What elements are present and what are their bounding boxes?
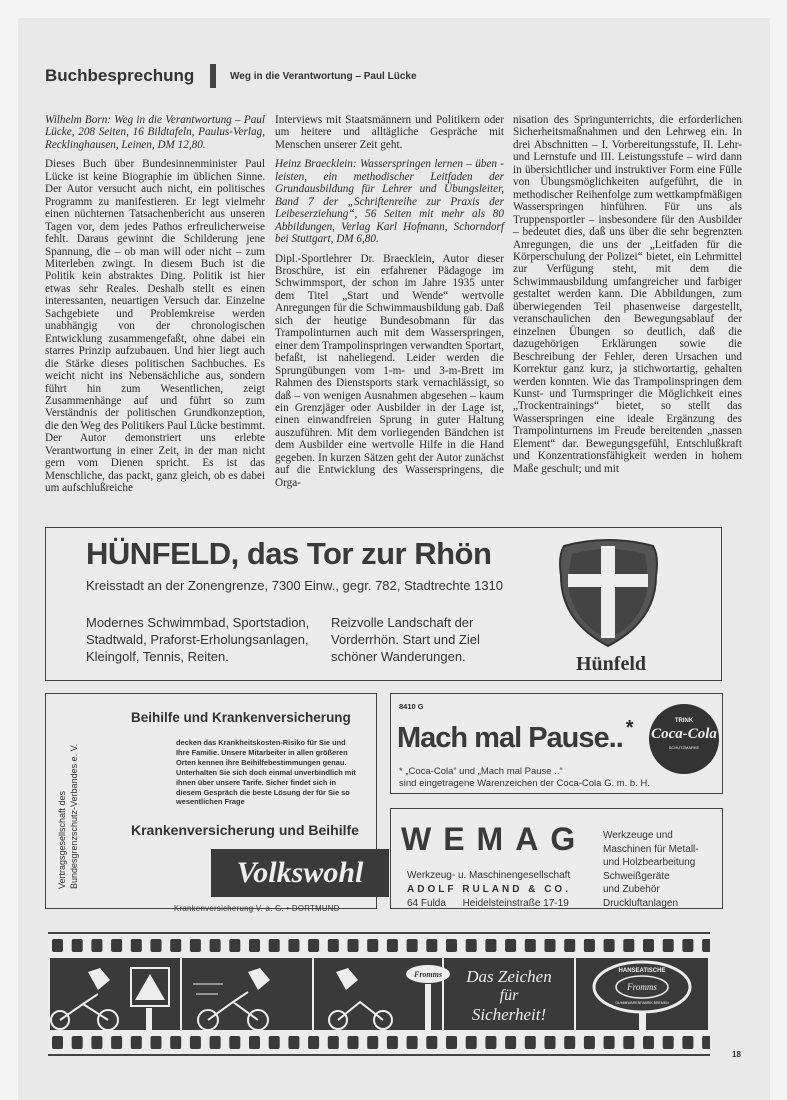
film-perforation bbox=[525, 1036, 536, 1049]
film-perforation bbox=[387, 939, 398, 952]
book-citation: Wilhelm Born: Weg in die Verantwortung – Paul Lücke, 208 Seiten, 16 Bildtafeln, Paulus-Verlag, Recklinghausen, Leinen, DM 12,80. bbox=[45, 114, 265, 151]
film-perforation bbox=[229, 1036, 240, 1049]
film-perforation bbox=[407, 1036, 418, 1049]
film-perforation bbox=[348, 1036, 359, 1049]
ad-line: Kleingolf, Tennis, Reiten. bbox=[86, 649, 229, 664]
film-perforation bbox=[446, 939, 457, 952]
film-perforation bbox=[663, 939, 674, 952]
ad-features-left bbox=[86, 614, 309, 665]
film-perforation bbox=[584, 1036, 595, 1049]
film-perforation bbox=[643, 939, 654, 952]
caption-line: Vertragsgesellschaft des bbox=[57, 790, 67, 889]
film-perforation bbox=[545, 939, 556, 952]
film-perforation bbox=[545, 1036, 556, 1049]
article-column-1 bbox=[45, 114, 265, 502]
ad-title: HÜNFELD, das Tor zur Rhön bbox=[86, 536, 492, 571]
film-strip bbox=[48, 932, 710, 1056]
crest-label: Hünfeld bbox=[576, 653, 647, 675]
ad-footer: Krankenversicherung V. a. G. • DORTMUND bbox=[174, 904, 340, 913]
article-column-2 bbox=[275, 114, 504, 496]
review-paragraph: Interviews mit Staatsmännern und Politikern oder um heitere und alltägliche Gespräche mit Menschen unserer Zeit geht. bbox=[275, 114, 504, 151]
film-perforation bbox=[623, 939, 634, 952]
vertical-caption bbox=[56, 744, 80, 889]
film-perforation bbox=[564, 1036, 575, 1049]
article-title: Weg in die Verantwortung – Paul Lücke bbox=[230, 71, 417, 82]
film-perforation bbox=[151, 1036, 162, 1049]
film-perforation bbox=[308, 1036, 319, 1049]
review-paragraph: nisation des Springunterrichts, die erforderlichen Sicherheitsmaßnahmen und den Lehrweg ein. In drei Abschnitten – I. Vorbereitungsstufe, II. Lehr- und Lernstufe und III. Leistungsstufe – wird dann in übersichtlicher und instruktiver Form eine Fülle von Übungsmöglichkeiten aufgeführt, die in methodischer Reihenfolge zum wettkampfmäßigen Wasserspringen hinführen. Für uns als Truppensportler – insbesondere für den Ausbilder – bedeutet dies, daß uns über die sehr begrenzten Anregungen, die uns der „Leitfaden für die Körperschulung der Polizei“ bietet, ein Lehrmittel zur Verfügung steht, mit dem die Schwimmausbildung umfangreicher und farbiger gestaltet werden kann. Die Abbildungen, zum überwiegenden Teil phasenweise dargestellt, veranschaulichen den Bewegungsablauf der einzelnen Übungen so deutlich, daß die dazugehörigen Erklärungen sowie die Beschreibung der Fehler, deren Ursachen und Korrektur ganz kurz, ja stichwortartig, gehalten werden konnten. Wie das Trampolinspringen dem Kunst- und Turmspringer die Möglichkeit eines „Trockentrainings“ bietet, so stellt das Wasserspringen eine ideale Ergänzung des Trampolinturnens im Freude bereitenden „nassen Element“ dar. Bewegungsgefühl, Entschlußkraft und Konzentrationsfähigkeit werden in hohem Maße geschult; und mit bbox=[513, 114, 742, 475]
film-perforation bbox=[485, 1036, 496, 1049]
film-perforation bbox=[505, 939, 516, 952]
film-perforation bbox=[643, 1036, 654, 1049]
ad-code: 8410 G bbox=[399, 702, 424, 711]
film-perforation bbox=[446, 1036, 457, 1049]
slogan-line: Sicherheit! bbox=[471, 1005, 547, 1024]
badge-bottom-text: GUMMIWARENFABRIK BREMEN bbox=[615, 1001, 669, 1005]
film-perforation bbox=[111, 939, 122, 952]
film-perforation bbox=[210, 1036, 221, 1049]
film-perforation bbox=[702, 939, 710, 952]
ad-subtitle: Kreisstadt an der Zonengrenze, 7300 Einw., gegr. 782, Stadtrechte 1310 bbox=[86, 578, 504, 593]
ad-line: Modernes Schwimmbad, Sportstadion, bbox=[86, 615, 310, 630]
product-line: Werkzeuge und bbox=[603, 830, 673, 841]
film-perforation bbox=[190, 939, 201, 952]
film-perforation bbox=[604, 1036, 615, 1049]
film-perforation bbox=[131, 939, 142, 952]
logo-text: Coca-Cola bbox=[651, 726, 717, 742]
ad-heading: Beihilfe und Krankenversicherung bbox=[131, 710, 351, 725]
film-perforation bbox=[466, 939, 477, 952]
product-line: Schweißgeräte bbox=[603, 870, 670, 882]
sign-post bbox=[146, 1008, 152, 1030]
film-perforation bbox=[367, 939, 378, 952]
ad-line: Stadtwald, Praforst-Erholungsanlagen, bbox=[86, 632, 309, 647]
film-perforation bbox=[663, 1036, 674, 1049]
film-perforation bbox=[426, 1036, 437, 1049]
film-perforation bbox=[387, 1036, 398, 1049]
ad-line: schöner Wanderungen. bbox=[331, 649, 466, 664]
badge-center-text: Fromms bbox=[627, 982, 657, 992]
header-divider bbox=[210, 64, 216, 88]
book-citation: Heinz Braecklein: Wasserspringen lernen – üben - leisten, ein methodischer Leitfaden der Grundausbildung für Lehrer und Übungsleiter, Band 7 der „Schriftenreihe zur Praxis der Leibeserziehung“, 56 Seiten mit mehr als 80 Abbildungen, Verlag Karl Hofmann, Schorndorf bei Stuttgart, DM 6,80. bbox=[275, 158, 504, 246]
film-perforation bbox=[249, 1036, 260, 1049]
logo-text: SCHUTZMARKE bbox=[668, 745, 700, 750]
film-perforation bbox=[367, 1036, 378, 1049]
badge-top-text: HANSEATISCHE bbox=[618, 968, 666, 974]
film-perforation bbox=[288, 939, 299, 952]
film-perforation bbox=[190, 1036, 201, 1049]
product-line: Druckluftanlagen bbox=[603, 897, 679, 909]
review-paragraph: Dipl.-Sportlehrer Dr. Braecklein, Autor dieser Broschüre, ist ein erfahrener Pädagoge im Schwimmsport, der schon im Jahre 1935 unter dem Titel „Start und Wende“ wertvolle Anregungen für die Schwimmausbildung gab. Daß sich der heutige Bundesobmann für das Trampolinturnen auch mit dem Wasserspringen, einer dem Trampolinspringen verwandten Sportart, befaßt, ist naheliegend. Leider werden die Sprungübungen vom 1-m- und 3-m-Brett im Rahmen des Dienstsports stark vernachlässigt, so daß – von wenigen Ausnahmen abgesehen – kaum ein Grenzjäger oder Ausbilder in der Lage ist, einen einwandfreien Sprung in guter Haltung auszuführen. Mit dem vorliegenden Bändchen ist dem Ausbilder eine wertvolle Hilfe in die Hand gegeben. In kurzen Sätzen geht der Autor zunächst auf die Entwicklung des Wasserspringens, die Orga- bbox=[275, 252, 504, 489]
film-perforation bbox=[505, 1036, 516, 1049]
article-column-3 bbox=[513, 114, 742, 482]
info-line: Werkzeug- u. Maschinengesellschaft bbox=[407, 870, 571, 881]
film-perforation bbox=[229, 939, 240, 952]
film-perforation bbox=[52, 1036, 63, 1049]
film-perforation bbox=[151, 939, 162, 952]
product-line: und Zubehör bbox=[603, 884, 660, 896]
film-perforation bbox=[52, 939, 63, 952]
film-perforation bbox=[131, 1036, 142, 1049]
volkswohl-logo: Volkswohl bbox=[211, 849, 389, 897]
film-perforation bbox=[328, 1036, 339, 1049]
ad-heading: Krankenversicherung und Beihilfe bbox=[131, 822, 359, 838]
section-title: Buchbesprechung bbox=[45, 66, 195, 85]
logo-text: TRINK bbox=[674, 718, 694, 724]
company-info bbox=[407, 869, 571, 911]
info-line: 64 Fulda Heidelsteinstraße 17-19 bbox=[407, 898, 569, 909]
film-perforation bbox=[308, 939, 319, 952]
page-number: 18 bbox=[732, 1050, 741, 1059]
ad-line: Reizvolle Landschaft der bbox=[331, 615, 474, 630]
coca-cola-ad bbox=[390, 693, 723, 794]
film-perforation bbox=[72, 1036, 83, 1049]
huenfeld-ad bbox=[45, 527, 722, 681]
product-line: Maschinen für Metall- bbox=[603, 843, 699, 855]
sign-post bbox=[639, 1012, 646, 1030]
film-perforation bbox=[584, 939, 595, 952]
film-perforation bbox=[91, 1036, 102, 1049]
film-perforation bbox=[604, 939, 615, 952]
slogan-line: für bbox=[499, 987, 519, 1004]
film-perforation bbox=[682, 1036, 693, 1049]
trademark-note bbox=[399, 766, 650, 789]
film-perforation bbox=[91, 939, 102, 952]
film-perforation bbox=[249, 939, 260, 952]
film-perforation bbox=[328, 939, 339, 952]
asterisk: * bbox=[625, 717, 634, 739]
ad-title: WEMAG bbox=[401, 821, 588, 857]
film-perforation bbox=[288, 1036, 299, 1049]
film-perforation bbox=[466, 1036, 477, 1049]
ad-line: Vorderrhön. Start und Ziel bbox=[331, 632, 480, 647]
film-perforation bbox=[269, 939, 280, 952]
review-paragraph: Dieses Buch über Bundesinnenminister Paul Lücke ist keine Biographie im üblichen Sinne. Der Autor versucht auch nicht, ein politisches Programm zu manifestieren. Er legt vielmehr einen nüchternen Tatsachenbericht aus unseren Tagen vor, dem jedes Pathos erfreulicherweise fehlt. Daraus gewinnt die Schilderung jene Spannung, die – ob man will oder nicht – zum Miterleben zwingt. In diesem Buch ist die Politik kein abstraktes Ding. Politik ist hier etwas sehr Reales. Deshalb stellt es einen interessanten, neuartigen Versuch dar. Einzelne Sachgebiete und Problemkreise werden unabhängig von der chronologischen Entwicklung zusammengefaßt, ohne dabei ein starres Prinzip aufzubauen. Und hier liegt auch die Stärke dieses politischen Sachbuches. Es weicht nicht ins Nebensächliche aus, sondern führt hin zum Wesentlichen, zeigt Zusammenhänge auf und führt so zum Verständnis der politischen Grundkonzeption, die den Weg des Politikers Paul Lücke bestimmt. Der Autor demonstriert uns erlebte Verantwortung in einer Zeit, in der man nicht gern vom Dienen spricht. Es ist das Menschliche, das packt, ganz gleich, ob es dabei um aufschlußreiche bbox=[45, 158, 265, 495]
note-line: * „Coca-Cola“ und „Mach mal Pause ..“ bbox=[399, 766, 563, 777]
sign-post bbox=[425, 984, 431, 1030]
wemag-ad bbox=[390, 808, 723, 909]
film-perforation bbox=[72, 939, 83, 952]
caption-line: Bundesgrenzschutz-Verbandes e. V. bbox=[69, 743, 79, 889]
slogan-line: Das Zeichen bbox=[466, 967, 552, 986]
film-perforation bbox=[426, 939, 437, 952]
film-perforation bbox=[170, 939, 181, 952]
film-perforation bbox=[210, 939, 221, 952]
ad-features-right bbox=[331, 614, 480, 665]
note-line: sind eingetragene Warenzeichen der Coca-Cola G. m. b. H. bbox=[399, 777, 650, 789]
ad-title-row bbox=[397, 718, 634, 758]
film-perforation bbox=[682, 939, 693, 952]
film-perforation bbox=[564, 939, 575, 952]
film-perforation bbox=[170, 1036, 181, 1049]
film-perforation bbox=[111, 1036, 122, 1049]
volkswohl-ad bbox=[45, 693, 377, 913]
product-list bbox=[603, 829, 699, 911]
film-perforation bbox=[348, 939, 359, 952]
ad-title: Mach mal Pause.. bbox=[397, 722, 623, 754]
ad-body: decken das Krankheitskosten-Risiko für Sie und Ihre Familie. Unsere Mitarbeiter in allen größeren Orten kennen ihre Beihilfebestimmungen genau. Unterhalten Sie sich doch einmal unverbindlich mit ihnen über unsere Tarife. Sicher findet sich in diesem Gespräch die beste Lösung der für Sie so wesentlichen Frage bbox=[176, 738, 356, 807]
film-perforation bbox=[702, 1036, 710, 1049]
fromms-film-strip-ad bbox=[48, 932, 710, 1056]
film-perforation bbox=[269, 1036, 280, 1049]
coca-cola-logo bbox=[649, 704, 719, 774]
film-perforation bbox=[623, 1036, 634, 1049]
film-perforation bbox=[525, 939, 536, 952]
fromms-sign-label: Fromms bbox=[413, 970, 443, 979]
product-line: und Holzbearbeitung bbox=[603, 857, 696, 869]
info-line: ADOLF RULAND & CO. bbox=[407, 884, 571, 895]
film-perforation bbox=[485, 939, 496, 952]
film-perforation bbox=[407, 939, 418, 952]
coat-of-arms-icon bbox=[556, 536, 661, 648]
